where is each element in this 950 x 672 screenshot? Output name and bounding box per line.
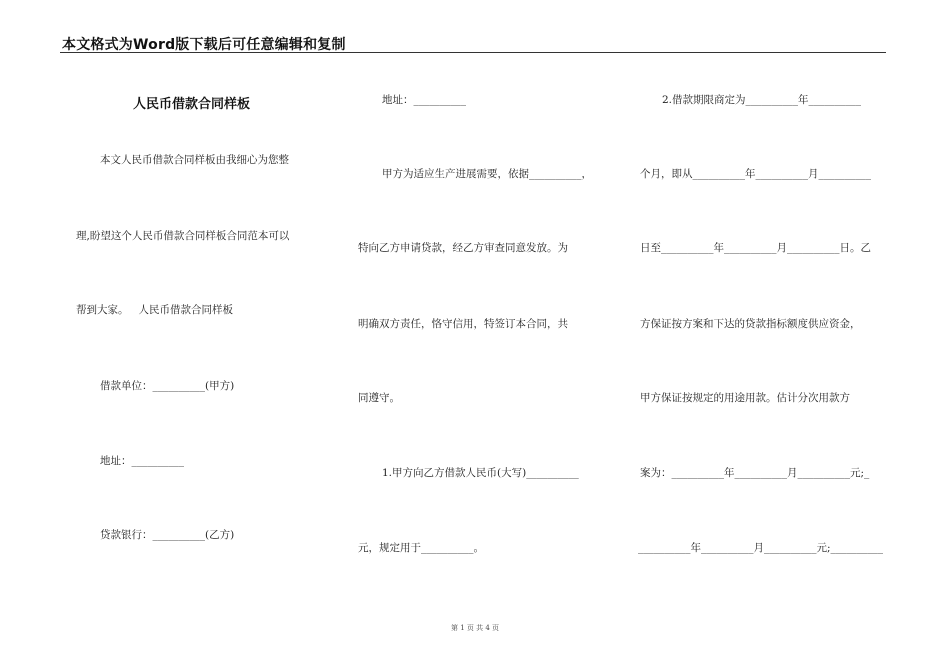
document-title: 人民币借款合同样板 <box>133 97 251 112</box>
column3-line-4: 方保证按方案和下达的贷款指标额度供应资金， <box>640 318 861 330</box>
column1-line-5: 地址：__________ <box>100 455 184 467</box>
page-number: 第 1 页 共 4 页 <box>450 624 500 632</box>
column3-line-2: 个月，即从__________年__________月__________ <box>640 168 871 180</box>
column2-line-1: 地址：__________ <box>382 94 466 106</box>
column1-line-2: 理,盼望这个人民币借款合同样板合同范本可以 <box>76 230 290 242</box>
column1-line-1: 本文人民币借款合同样板由我细心为您整 <box>100 154 289 166</box>
column3-line-3: 日至__________年__________月__________日。乙 <box>640 242 871 254</box>
column3-line-7: __________年__________月__________元;__________ <box>638 542 884 554</box>
column2-line-3: 特向乙方申请贷款，经乙方审查同意发放。为 <box>358 242 568 254</box>
column2-line-5: 同遵守。 <box>358 392 400 404</box>
column2-line-2: 甲方为适应生产进展需要，依据__________， <box>382 168 592 180</box>
column3-line-6: 案为：__________年__________月__________元;_ <box>640 467 870 479</box>
column1-line-3: 帮到大家。 人民币借款合同样板 <box>76 304 234 316</box>
header-divider <box>60 52 886 53</box>
column2-line-4: 明确双方责任，恪守信用，特签订本合同，共 <box>358 318 568 330</box>
column2-line-7: 元，规定用于__________。 <box>358 542 484 554</box>
column2-line-6: 1.甲方向乙方借款人民币(大写)__________ <box>382 467 579 479</box>
column1-line-6: 贷款银行：__________(乙方) <box>100 529 235 541</box>
column1-line-4: 借款单位：__________(甲方) <box>100 380 235 392</box>
header-title: 本文格式为Word版下载后可任意编辑和复制 <box>62 37 346 53</box>
column3-line-1: 2.借款期限商定为__________年__________ <box>662 94 862 106</box>
column3-line-5: 甲方保证按规定的用途用款。估计分次用款方 <box>640 392 850 404</box>
